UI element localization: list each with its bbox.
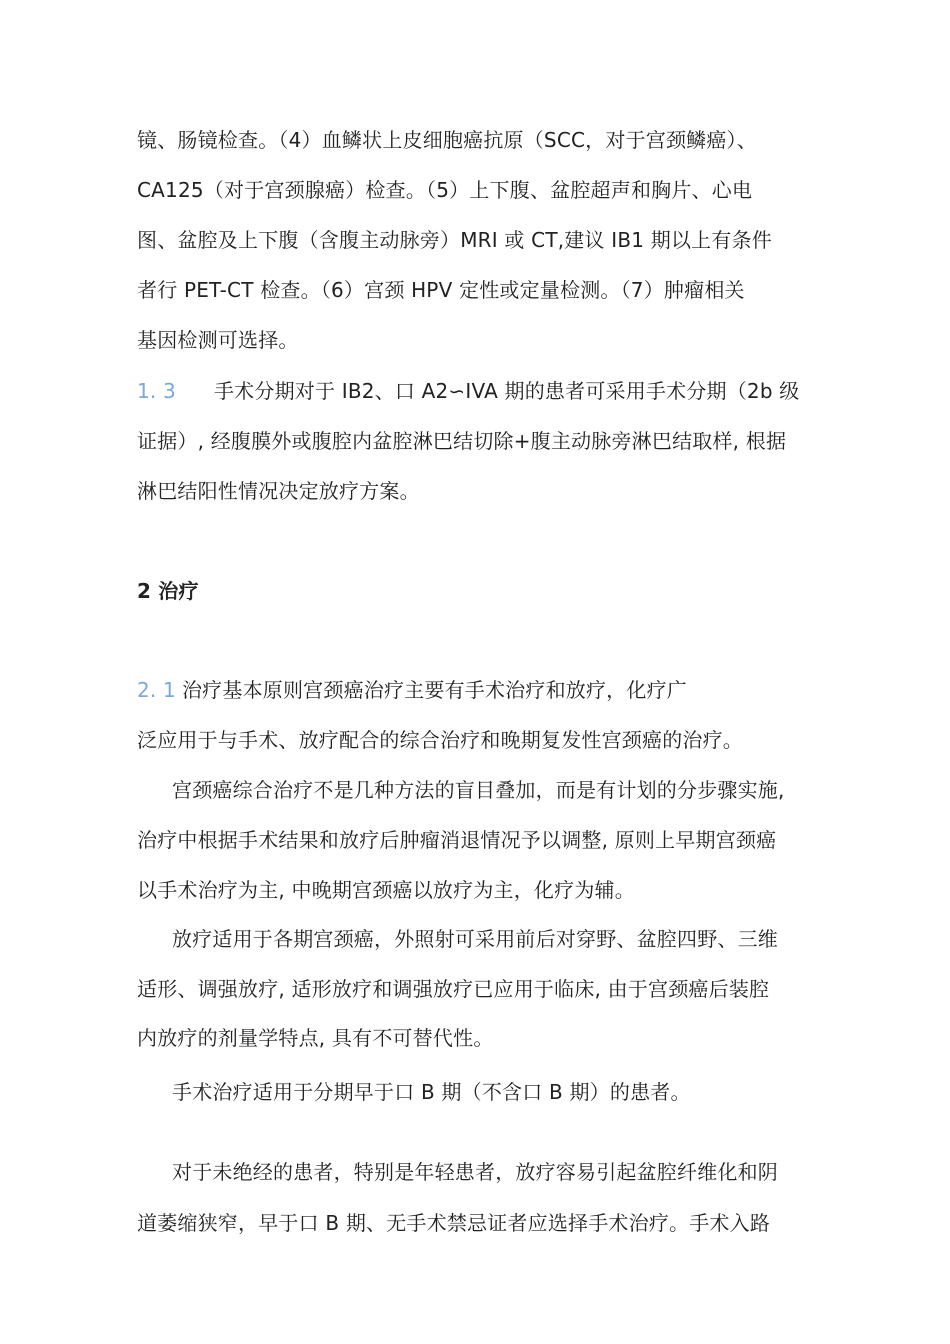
text-line-2: CA125（对于宫颈腺癌）检查。（5）上下腹、盆腔超声和胸片、心电 bbox=[137, 178, 753, 202]
text-line-4: 者行 PET-CT 检查。（6）宫颈 HPV 定性或定量检测。（7）肿瘤相关 bbox=[137, 278, 745, 302]
text-line-14: 放疗适用于各期宫颈癌，外照射可采用前后对穿野、盆腔四野、三维 bbox=[172, 927, 778, 951]
text-line-11: 宫颈癌综合治疗不是几种方法的盲目叠加，而是有计划的分步骤实施, bbox=[172, 778, 785, 802]
section-1-3 bbox=[137, 377, 800, 405]
text-line-7: 证据）, 经腹膜外或腹腔内盆腔淋巴结切除+腹主动脉旁淋巴结取样, 根据 bbox=[137, 429, 787, 453]
text-line-3: 图、盆腔及上下腹（含腹主动脉旁）MRI 或 CT,建议 IB1 期以上有条件 bbox=[137, 228, 772, 252]
text-line-16: 内放疗的剂量学特点, 具有不可替代性。 bbox=[137, 1026, 494, 1050]
heading-treatment: 2 治疗 bbox=[137, 579, 199, 603]
section-number: 1. 3 bbox=[137, 379, 176, 403]
section-number: 2. 1 bbox=[137, 678, 176, 702]
text-line-18: 对于未绝经的患者，特别是年轻患者，放疗容易引起盆腔纤维化和阴 bbox=[172, 1160, 778, 1184]
section-text: 手术分期对于 IB2、口 A2∽IVA 期的患者可采用手术分期（2b 级 bbox=[213, 379, 800, 403]
text-line-5: 基因检测可选择。 bbox=[137, 328, 299, 352]
text-line-13: 以手术治疗为主, 中晚期宫颈癌以放疗为主，化疗为辅。 bbox=[137, 878, 635, 902]
text-line-12: 治疗中根据手术结果和放疗后肿瘤消退情况予以调整, 原则上早期宫颈癌 bbox=[137, 828, 777, 852]
section-2-1 bbox=[137, 676, 687, 704]
text-line-19: 道萎缩狭窄，早于口 B 期、无手术禁忌证者应选择手术治疗。手术入路 bbox=[137, 1211, 771, 1235]
text-line-17: 手术治疗适用于分期早于口 B 期（不含口 B 期）的患者。 bbox=[172, 1080, 691, 1104]
text-line-10: 泛应用于与手术、放疗配合的综合治疗和晚期复发性宫颈癌的治疗。 bbox=[137, 728, 743, 752]
text-line-15: 适形、调强放疗, 适形放疗和调强放疗已应用于临床, 由于宫颈癌后装腔 bbox=[137, 977, 770, 1001]
section-text: 治疗基本原则宫颈癌治疗主要有手术治疗和放疗，化疗广 bbox=[181, 678, 687, 702]
text-line-8: 淋巴结阳性情况决定放疗方案。 bbox=[137, 479, 420, 503]
text-line-1: 镜、肠镜检查。（4）血鳞状上皮细胞癌抗原（SCC，对于宫颈鳞癌）、 bbox=[137, 128, 757, 152]
